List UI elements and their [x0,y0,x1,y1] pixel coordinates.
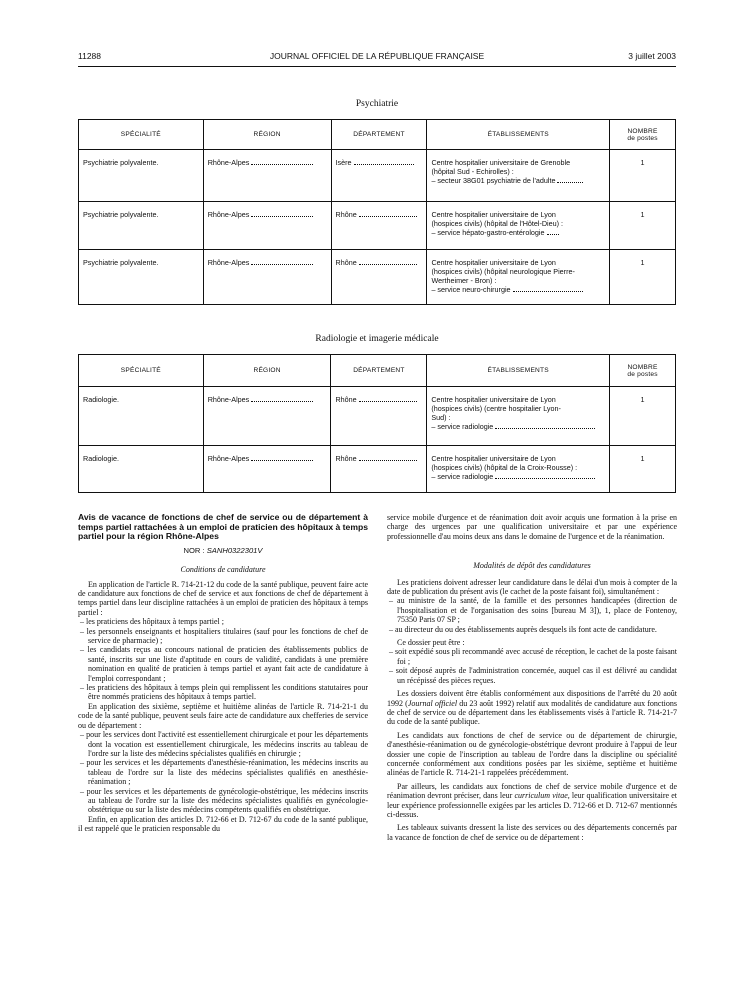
list-item: – au ministre de la santé, de la famille et des personnes handicapées (direction de l'hospitalisation et de l'organisation des soins [bureau M 3]), 1, place de Fontenoy, 75350 Paris 07 SP ; [389,596,677,625]
page-number: 11288 [78,51,102,61]
etablissement-cell: Centre hospitalier universitaire de Grenoble (hôpital Sud - Echirolles) : – secteur 38G01 psychiatrie de l'adulte [427,150,610,202]
specialite-cell: Radiologie. [79,387,204,446]
list-item: – pour les services et les départements de gynécologie-obstétrique, les médecins inscrits au tableau de l'ordre sur la liste des médecins spécialistes qualifiés en gynécologie-obstétrique ou sur la liste des médecins compétents qualifiés en obstétrique. [80,786,368,815]
nombre-cell: 1 [610,150,676,202]
table-row [79,387,676,446]
psychiatrie-title: Psychiatrie [355,99,399,109]
etablissement-cell: Centre hospitalier universitaire de Lyon (hospices civils) (hôpital de la Croix-Rousse) : – service radiologie [427,446,610,493]
list-item: – les praticiens des hôpitaux à temps partiel ; [80,617,224,627]
paragraph: service mobile d'urgence et de réanimation doit avoir acquis une formation à la prise en charge des urgences par une qualification universitaire et par une expérience professionnelle d'au moins deux ans dans le domaine de l'urgence et de la réanimation. [387,513,677,541]
paragraph: Les dossiers doivent être établis conformément aux dispositions de l'arrêté du 20 août 1992 (Journal officiel du 23 août 1992) relatif aux modalités de candidature aux fonctions de chef de service ou de département dans les établissements visés à l'article R. 714-21-7 du code de la santé publique. [387,689,677,727]
departement-cell: Rhône [331,446,427,493]
psychiatrie-table [78,119,676,305]
nombre-cell: 1 [610,250,676,305]
paragraph: Les candidats aux fonctions de chef de service ou de département de chirurgie, d'anesthésie-réanimation ou de gynécologie-obstétrique devront produire à l'appui de leur dossier une copie de l'inscription au tableau de l'ordre dans la discipline ou spécialité concernée conformément aux conditions posées par les sixième, septième et huitième alinéas de l'article R. 714-21-1 rappelées précédemment. [387,730,677,778]
col-specialite: SPÉCIALITÉ [79,355,204,387]
list-item: – soit déposé auprès de l'administration concernée, auquel cas il est délivré au candidat un récépissé des pièces reçues. [389,666,677,685]
table-row [79,150,676,202]
col-departement: DÉPARTEMENT [331,120,427,150]
radiologie-table [78,354,676,493]
list-item: – au directeur du ou des établissements auprès desquels ils font acte de candidature. [389,624,657,634]
paragraph: En application de l'article R. 714-21-12 du code de la santé publique, peuvent faire acte de candidature aux fonctions de chef de service et aux fonctions de chef de département à temps partiel dans leur discipline rattachées à un emploi de praticien des hôpitaux à temps partiel : [78,579,369,617]
region-cell: Rhône-Alpes [203,446,331,493]
paragraph: Enfin, en application des articles D. 712-66 et D. 712-67 du code de la santé publique, il est rappelé que le praticien responsable du [78,814,368,834]
specialite-cell: Radiologie. [79,446,204,493]
etablissement-cell: Centre hospitalier universitaire de Lyon (hospices civils) (hôpital neurologique Pierre- Wertheimer - Bron) : – service neuro-chirurgie [427,250,610,305]
avis-title: Avis de vacance de fonctions de chef de service ou de département à temps partiel rattachées à un emploi de praticien des hôpitaux à temps partiel pour la région Rhône-Alpes [78,512,368,542]
specialite-cell: Psychiatrie polyvalente. [79,150,204,202]
col-region: RÉGION [203,120,331,150]
list-item: – soit expédié sous pli recommandé avec accusé de réception, le cachet de la poste faisant foi ; [389,647,677,666]
col-etablissements: ÉTABLISSEMENTS [427,120,610,150]
col-nombre: NOMBRE de postes [610,355,676,387]
table-row [79,202,676,250]
header-rule [78,66,676,67]
region-cell: Rhône-Alpes [203,150,331,202]
col-departement: DÉPARTEMENT [331,355,427,387]
paragraph: Les tableaux suivants dressent la liste des services ou des départements concernés par la vacance de fonction de chef de service ou de département : [387,823,677,842]
region-cell: Rhône-Alpes [203,387,331,446]
paragraph: Ce dossier peut être : [397,638,465,648]
list-item: – pour les services et les départements d'anesthésie-réanimation, les médecins inscrits au tableau de l'ordre sur la liste des médecins spécialistes qualifiés en anesthésie-réanimation ; [80,758,368,787]
right-column [387,513,677,842]
page-header [78,51,676,63]
table-row [79,250,676,305]
journal-title: JOURNAL OFFICIEL DE LA RÉPUBLIQUE FRANÇAISE [269,51,485,61]
radiologie-title: Radiologie et imagerie médicale [315,334,439,344]
modalites-title: Modalités de dépôt des candidatures [473,561,591,571]
col-specialite: SPÉCIALITÉ [79,120,204,150]
departement-cell: Isère [331,150,427,202]
specialite-cell: Psychiatrie polyvalente. [79,202,204,250]
specialite-cell: Psychiatrie polyvalente. [79,250,204,305]
etablissement-cell: Centre hospitalier universitaire de Lyon (hospices civils) (centre hospitalier Lyon- Sud) : – service radiologie [427,387,610,446]
col-etablissements: ÉTABLISSEMENTS [427,355,610,387]
departement-cell: Rhône [331,202,427,250]
paragraph: En application des sixième, septième et huitième alinéas de l'article R. 714-21-1 du code de la santé publique, peuvent seuls faire acte de candidature aux chefferies de service ou de département : [78,701,368,730]
table-row [79,446,676,493]
list-item: – les candidats reçus au concours national de praticien des établissements publics de santé, inscrits sur une liste d'aptitude en cours de validité, candidats à une première nomination en qualité de praticien à temps partiel et ayant fait acte de candidature à l'emploi correspondant ; [80,645,368,683]
region-cell: Rhône-Alpes [203,202,331,250]
departement-cell: Rhône [331,250,427,305]
publication-date: 3 juillet 2003 [628,51,676,61]
nombre-cell: 1 [610,202,676,250]
paragraph: Les praticiens doivent adresser leur candidature dans le délai d'un mois à compter de la date de publication du présent avis (le cachet de la poste faisant foi), simultanément : [387,577,677,597]
list-item: – les personnels enseignants et hospitaliers titulaires (sauf pour les fonctions de chef de service de pharmacie) ; [80,626,368,646]
nombre-cell: 1 [610,387,676,446]
etablissement-cell: Centre hospitalier universitaire de Lyon (hospices civils) (hôpital de l'Hôtel-Dieu) : – service hépato-gastro-entérologie [427,202,610,250]
nor-reference: NOR : SANH0322301V [183,545,263,555]
conditions-title: Conditions de candidature [180,565,266,575]
region-cell: Rhône-Alpes [203,250,331,305]
departement-cell: Rhône [331,387,427,446]
paragraph: Par ailleurs, les candidats aux fonctions de chef de service mobile d'urgence et de réanimation devront préciser, dans leur curriculum vitae, leur qualification universitaire et leur expérience professionnelle exigées par les articles D. 712-66 et D. 712-67 mentionnés ci-dessus. [387,781,677,819]
list-item: – pour les services dont l'activité est essentiellement chirurgicale et pour les départements dont la vocation est essentiellement chirurgicale, les médecins inscrits au tableau de l'ordre sur la liste des médecins spécialistes qualifiés en chirurgie ; [80,730,368,758]
nombre-cell: 1 [610,446,676,493]
col-nombre: NOMBRE de postes [610,120,676,150]
list-item: – les praticiens des hôpitaux à temps plein qui remplissent les conditions statutaires pour être nommés praticiens des hôpitaux à temps partiel. [80,683,368,702]
left-column [78,513,368,834]
col-region: RÉGION [203,355,331,387]
